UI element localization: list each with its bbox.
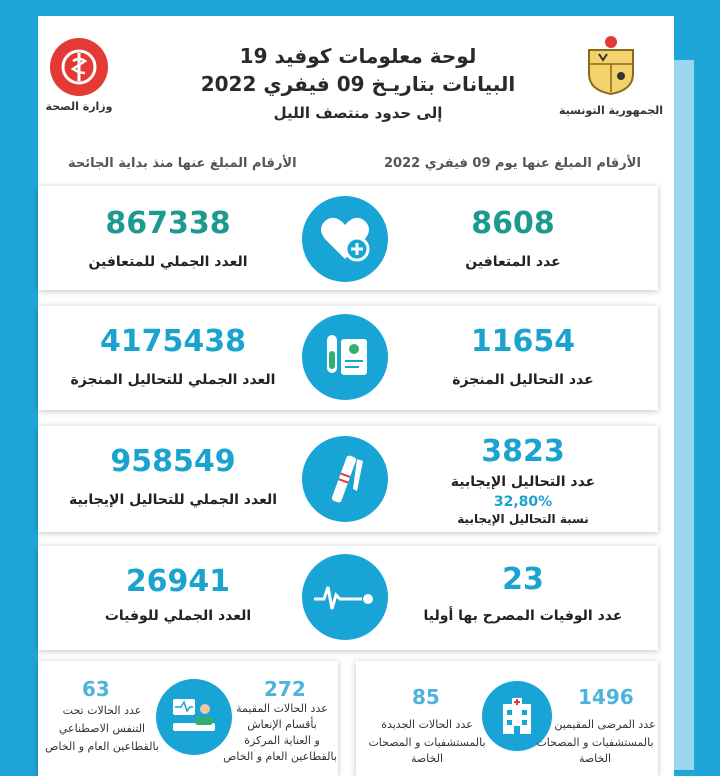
positive-rate-label: نسبة التحاليل الإيجابية bbox=[457, 512, 589, 526]
daily-positives-value: 3823 bbox=[481, 434, 565, 469]
icu-label-4: بالقطاعين العام و الخاص bbox=[223, 750, 337, 763]
ministry-logo bbox=[44, 38, 114, 113]
positive-rate-value: 32,80% bbox=[493, 494, 553, 510]
ministry-emblem-icon bbox=[50, 38, 108, 96]
total-recovered-value: 867338 bbox=[105, 206, 231, 241]
cumulative-column-header: الأرقام المبلغ عنها منذ بداية الجائحة bbox=[68, 156, 297, 171]
new-cases-value: 85 bbox=[412, 685, 440, 709]
total-positives-value: 958549 bbox=[110, 444, 236, 479]
lab-test-icon bbox=[302, 314, 388, 400]
icu-label-2: بأقسام الإنعاش bbox=[247, 718, 317, 731]
new-cases-label-1: عدد الحالات الجديدة bbox=[381, 718, 473, 731]
ecg-flatline-icon bbox=[302, 554, 388, 640]
total-recovered-label: العدد الجملي للمتعافين bbox=[88, 254, 248, 270]
recovered-card bbox=[38, 186, 658, 290]
daily-tests-label: عدد التحاليل المنجزة bbox=[452, 372, 594, 388]
daily-recovered-label: عدد المتعافين bbox=[465, 254, 561, 270]
ministry-label: وزارة الصحة bbox=[45, 100, 113, 113]
daily-deaths-value: 23 bbox=[502, 562, 544, 597]
total-tests-value: 4175438 bbox=[99, 324, 247, 359]
icu-label-3: و العناية المركزة bbox=[244, 734, 320, 747]
republic-logo bbox=[556, 34, 666, 117]
daily-recovered-value: 8608 bbox=[471, 206, 555, 241]
total-tests-label: العدد الجملي للتحاليل المنجزة bbox=[70, 372, 276, 388]
page-date: البيانات بتاريـخ 09 فيفري 2022 bbox=[200, 72, 516, 96]
inpatients-label-2: بالمستشفيات و المصحات الخاصة bbox=[536, 736, 654, 765]
icu-value: 272 bbox=[264, 677, 306, 701]
total-deaths-label: العدد الجملي للوفيات bbox=[104, 608, 252, 624]
total-positives-label: العدد الجملي للتحاليل الإيجابية bbox=[68, 492, 278, 508]
header bbox=[38, 16, 674, 156]
page-title: لوحة معلومات كوفيد 19 bbox=[239, 44, 477, 68]
ventilated-value: 63 bbox=[82, 677, 110, 701]
inpatients-value: 1496 bbox=[578, 685, 634, 709]
dashboard-page bbox=[38, 16, 674, 776]
page-subtitle: إلى حدود منتصف الليل bbox=[273, 104, 443, 122]
care-cases-card bbox=[38, 661, 338, 776]
coat-of-arms-icon bbox=[581, 34, 641, 96]
new-cases-label-2: بالمستشفيات و المصحات الخاصة bbox=[368, 736, 486, 765]
rapid-test-icon bbox=[302, 436, 388, 522]
republic-label: الجمهورية التونسية bbox=[558, 104, 664, 117]
ventilated-label-1: عدد الحالات تحت bbox=[62, 704, 142, 717]
deaths-card bbox=[38, 546, 658, 650]
ventilated-label-2: التنفس الاصطناعي bbox=[58, 722, 146, 735]
heart-plus-icon bbox=[302, 196, 388, 282]
positives-card bbox=[38, 426, 658, 532]
inpatients-label-1: عدد المرضى المقيمين bbox=[554, 718, 656, 731]
daily-deaths-label: عدد الوفيات المصرح بها أوليا bbox=[423, 608, 623, 624]
daily-positives-label: عدد التحاليل الإيجابية bbox=[450, 474, 596, 490]
private-hospitals-card bbox=[356, 661, 658, 776]
daily-tests-value: 11654 bbox=[470, 324, 576, 359]
daily-column-header: الأرقام المبلغ عنها يوم 09 فيفري 2022 bbox=[384, 156, 641, 171]
total-deaths-value: 26941 bbox=[125, 564, 231, 599]
ventilated-label-3: بالقطاعين العام و الخاص bbox=[45, 740, 159, 753]
icu-label-1: عدد الحالات المقيمة bbox=[236, 702, 328, 715]
hospital-bed-icon bbox=[156, 679, 232, 755]
tests-card bbox=[38, 306, 658, 410]
background-strip bbox=[674, 60, 694, 770]
